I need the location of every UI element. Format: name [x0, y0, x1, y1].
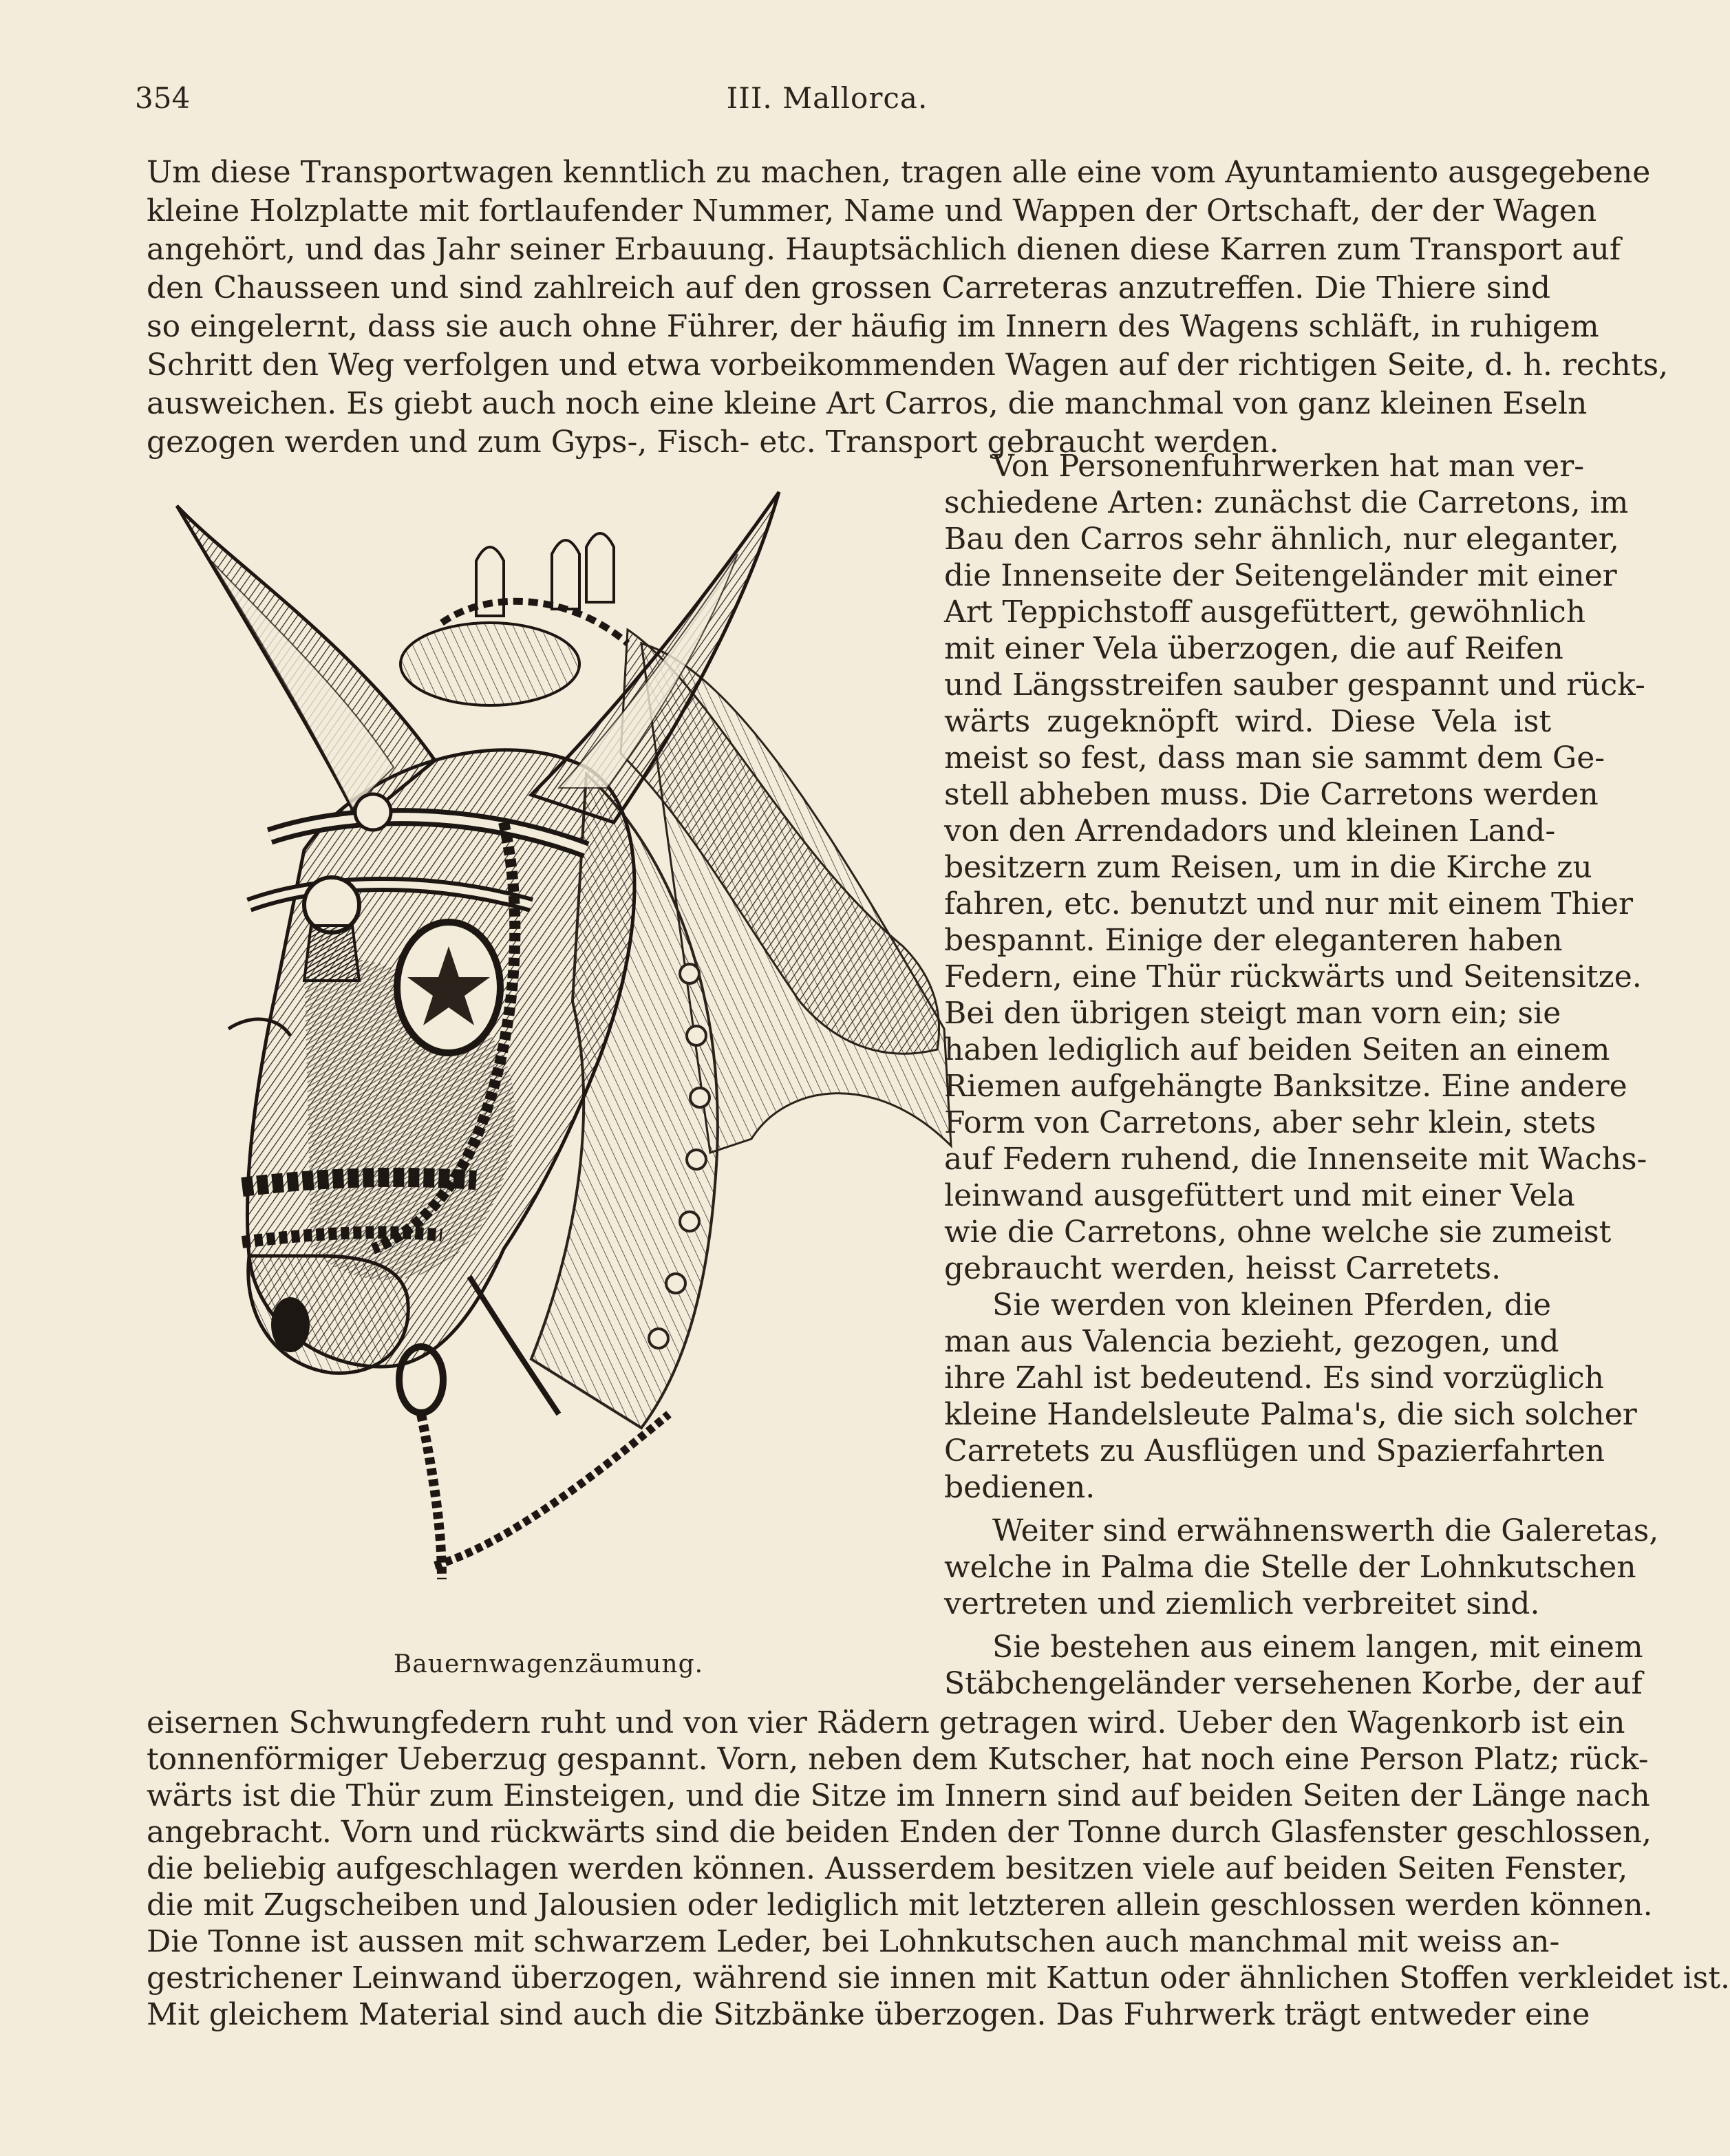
text-line: tonnenförmiger Ueberzug gespannt. Vorn, neben dem Kutscher, hat noch eine Person Platz; rück-	[147, 1742, 1649, 1777]
text-line: Schritt den Weg verfolgen und etwa vorbeikommenden Wagen auf der richtigen Seite, d. h. rechts,	[147, 348, 1669, 383]
text-line: welche in Palma die Stelle der Lohnkutschen	[944, 1550, 1636, 1585]
text-line: bespannt. Einige der eleganteren haben	[944, 923, 1563, 958]
text-line: Bei den übrigen steigt man vorn ein; sie	[944, 996, 1561, 1031]
text-line: man aus Valencia bezieht, gezogen, und	[944, 1324, 1559, 1359]
text-line: kleine Holzplatte mit fortlaufender Nummer, Name und Wappen der Ortschaft, der der Wagen	[147, 193, 1597, 228]
text-line: Mit gleichem Material sind auch die Sitzbänke überzogen. Das Fuhrwerk trägt entweder eine	[147, 1997, 1590, 2032]
text-line: so eingelernt, dass sie auch ohne Führer, der häufig im Innern des Wagens schläft, in ruhigem	[147, 309, 1599, 344]
page-number: 354	[135, 81, 191, 115]
text-line: die beliebig aufgeschlagen werden können. Ausserdem besitzen viele auf beiden Seiten Fenster,	[147, 1851, 1628, 1886]
text-line: Weiter sind erwähnenswerth die Galeretas,	[992, 1513, 1659, 1548]
text-line: Sie bestehen aus einem langen, mit einem	[992, 1630, 1643, 1665]
text-line: Um diese Transportwagen kenntlich zu machen, tragen alle eine vom Ayuntamiento ausgegebene	[147, 155, 1651, 190]
mule-head-illustration	[146, 465, 951, 1615]
text-line: stell abheben muss. Die Carretons werden	[944, 777, 1599, 812]
text-line: Von Personenfuhrwerken hat man ver-	[992, 449, 1585, 484]
text-line: kleine Handelsleute Palma's, die sich solcher	[944, 1397, 1637, 1432]
text-line: wie die Carretons, ohne welche sie zumeist	[944, 1215, 1612, 1250]
text-line: angehört, und das Jahr seiner Erbauung. Hauptsächlich dienen diese Karren zum Transport auf	[147, 232, 1621, 267]
text-line: die Innenseite der Seitengeländer mit einer	[944, 558, 1617, 593]
text-line: und Längsstreifen sauber gespannt und rück-	[944, 668, 1645, 703]
text-line: Federn, eine Thür rückwärts und Seitensitze.	[944, 959, 1642, 994]
text-line: gestrichener Leinwand überzogen, während sie innen mit Kattun oder ähnlichen Stoffen verkleidet ist.	[147, 1961, 1730, 1996]
text-line: schiedene Arten: zunächst die Carretons, im	[944, 485, 1629, 520]
text-line: fahren, etc. benutzt und nur mit einem Thier	[944, 886, 1633, 921]
text-line: Form von Carretons, aber sehr klein, stets	[944, 1105, 1596, 1140]
text-line: gezogen werden und zum Gyps-, Fisch- etc. Transport gebraucht werden.	[147, 425, 1279, 460]
text-line: besitzern zum Reisen, um in die Kirche zu	[944, 850, 1592, 885]
text-line: wärts zugeknöpft wird. Diese Vela ist	[944, 704, 1551, 739]
text-line: von den Arrendadors und kleinen Land-	[944, 813, 1556, 848]
text-line: Art Teppichstoff ausgefüttert, gewöhnlich	[944, 595, 1586, 630]
text-line: die mit Zugscheiben und Jalousien oder lediglich mit letzteren allein geschlossen werden können.	[147, 1888, 1653, 1923]
text-line: vertreten und ziemlich verbreitet sind.	[944, 1586, 1540, 1621]
text-line: meist so fest, dass man sie sammt dem Ge-	[944, 740, 1605, 776]
text-line: Bau den Carros sehr ähnlich, nur eleganter,	[944, 522, 1619, 557]
text-line: mit einer Vela überzogen, die auf Reifen	[944, 631, 1563, 666]
page-header	[135, 81, 1519, 122]
text-line: ihre Zahl ist bedeutend. Es sind vorzüglich	[944, 1360, 1604, 1396]
text-line: Die Tonne ist aussen mit schwarzem Leder, bei Lohnkutschen auch manchmal mit weiss an-	[147, 1924, 1560, 1959]
text-line: den Chausseen und sind zahlreich auf den grossen Carreteras anzutreffen. Die Thiere sind	[147, 270, 1550, 306]
text-line: gebraucht werden, heisst Carretets.	[944, 1251, 1502, 1286]
figure-caption: Bauernwagenzäumung.	[393, 1650, 704, 1678]
text-line: Riemen aufgehängte Banksitze. Eine andere	[944, 1069, 1627, 1104]
text-line: angebracht. Vorn und rückwärts sind die beiden Enden der Tonne durch Glasfenster geschlossen,	[147, 1815, 1652, 1850]
text-line: Stäbchengeländer versehenen Korbe, der auf	[944, 1666, 1643, 1701]
text-line: Sie werden von kleinen Pferden, die	[992, 1288, 1551, 1323]
text-line: ausweichen. Es giebt auch noch eine kleine Art Carros, die manchmal von ganz kleinen Eseln	[147, 386, 1588, 421]
text-line: eisernen Schwungfedern ruht und von vier Rädern getragen wird. Ueber den Wagenkorb ist ein	[147, 1705, 1625, 1740]
text-line: haben lediglich auf beiden Seiten an einem	[944, 1032, 1610, 1067]
text-line: bedienen.	[944, 1470, 1096, 1505]
running-title: III. Mallorca.	[726, 81, 928, 115]
text-line: wärts ist die Thür zum Einsteigen, und die Sitze im Innern sind auf beiden Seiten der Länge nach	[147, 1778, 1650, 1813]
text-line: Carretets zu Ausflügen und Spazierfahrten	[944, 1433, 1605, 1469]
text-line: leinwand ausgefüttert und mit einer Vela	[944, 1178, 1575, 1213]
text-line: auf Federn ruhend, die Innenseite mit Wachs-	[944, 1142, 1647, 1177]
